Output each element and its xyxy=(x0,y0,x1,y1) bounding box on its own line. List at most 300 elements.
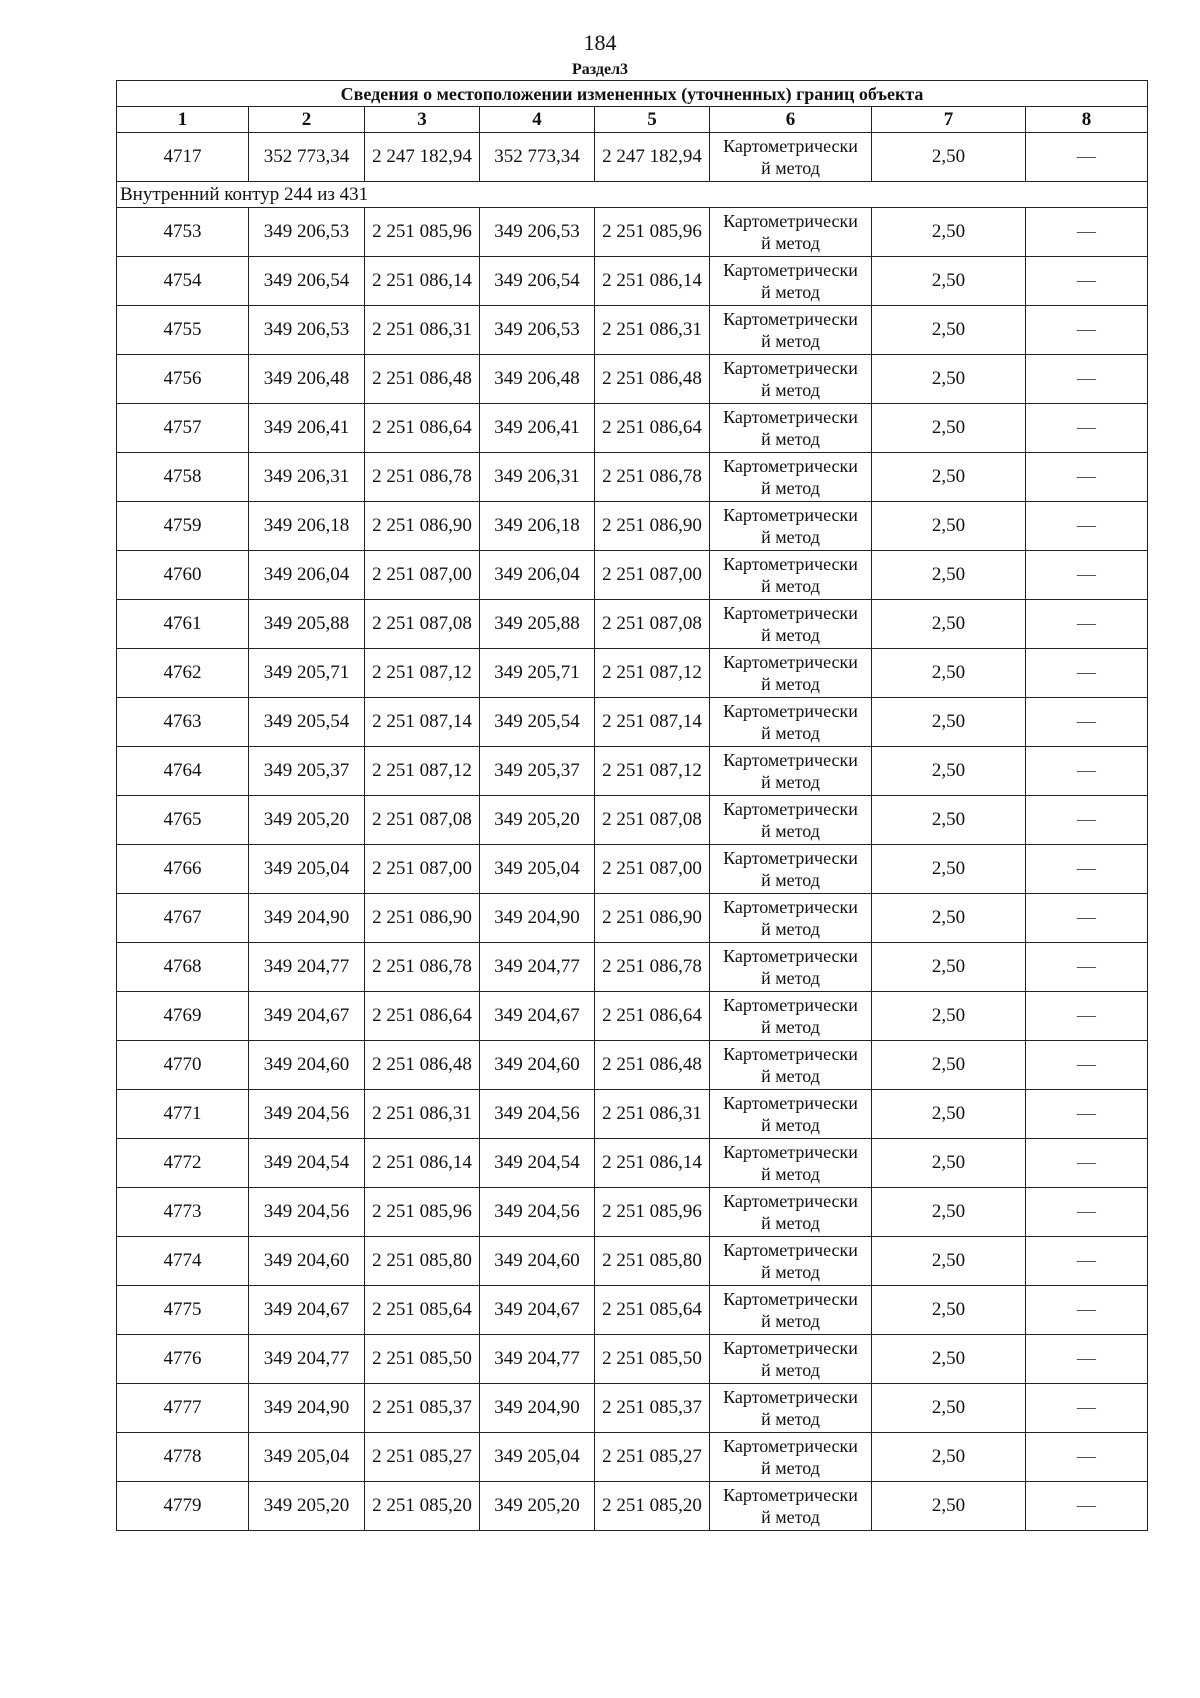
method-line-2: й метод xyxy=(761,625,820,645)
accuracy-cell: 2,50 xyxy=(872,404,1026,453)
y-existing-cell: 2 251 086,90 xyxy=(365,502,480,551)
point-number-cell: 4765 xyxy=(117,796,249,845)
column-header: 5 xyxy=(595,107,710,133)
accuracy-cell: 2,50 xyxy=(872,133,1026,182)
point-number-cell: 4774 xyxy=(117,1237,249,1286)
point-number-cell: 4770 xyxy=(117,1041,249,1090)
description-cell: — xyxy=(1026,1384,1148,1433)
y-refined-cell: 2 251 086,78 xyxy=(595,943,710,992)
table-row xyxy=(117,943,1148,992)
accuracy-cell: 2,50 xyxy=(872,551,1026,600)
method-cell xyxy=(710,306,872,355)
accuracy-cell: 2,50 xyxy=(872,845,1026,894)
method-line-1: Картометрически xyxy=(723,652,858,672)
x-existing-cell: 349 204,54 xyxy=(249,1139,365,1188)
x-refined-cell: 349 206,41 xyxy=(480,404,595,453)
description-cell: — xyxy=(1026,600,1148,649)
y-refined-cell: 2 251 086,90 xyxy=(595,894,710,943)
y-existing-cell: 2 251 087,00 xyxy=(365,551,480,600)
method-cell xyxy=(710,1139,872,1188)
table-row xyxy=(117,1433,1148,1482)
table-row xyxy=(117,796,1148,845)
description-cell: — xyxy=(1026,257,1148,306)
point-number-cell: 4773 xyxy=(117,1188,249,1237)
method-line-2: й метод xyxy=(761,1507,820,1527)
method-line-1: Картометрически xyxy=(723,1436,858,1456)
description-cell: — xyxy=(1026,992,1148,1041)
point-number-cell: 4754 xyxy=(117,257,249,306)
point-number-cell: 4776 xyxy=(117,1335,249,1384)
description-cell: — xyxy=(1026,698,1148,747)
point-number-cell: 4758 xyxy=(117,453,249,502)
y-refined-cell: 2 251 087,08 xyxy=(595,600,710,649)
contour-label-row xyxy=(117,182,1148,208)
method-line-1: Картометрически xyxy=(723,848,858,868)
method-line-2: й метод xyxy=(761,331,820,351)
x-existing-cell: 349 204,67 xyxy=(249,1286,365,1335)
description-cell: — xyxy=(1026,1286,1148,1335)
method-line-1: Картометрически xyxy=(723,701,858,721)
x-refined-cell: 349 204,77 xyxy=(480,943,595,992)
x-existing-cell: 349 204,56 xyxy=(249,1090,365,1139)
accuracy-cell: 2,50 xyxy=(872,1041,1026,1090)
method-line-1: Картометрически xyxy=(723,358,858,378)
method-line-2: й метод xyxy=(761,1360,820,1380)
method-line-2: й метод xyxy=(761,1017,820,1037)
table-row xyxy=(117,257,1148,306)
x-refined-cell: 349 204,67 xyxy=(480,992,595,1041)
column-header: 1 xyxy=(117,107,249,133)
description-cell: — xyxy=(1026,1433,1148,1482)
point-number-cell: 4769 xyxy=(117,992,249,1041)
x-refined-cell: 352 773,34 xyxy=(480,133,595,182)
accuracy-cell: 2,50 xyxy=(872,747,1026,796)
y-existing-cell: 2 251 087,12 xyxy=(365,747,480,796)
column-header: 7 xyxy=(872,107,1026,133)
x-existing-cell: 349 204,56 xyxy=(249,1188,365,1237)
method-cell xyxy=(710,894,872,943)
x-refined-cell: 349 206,31 xyxy=(480,453,595,502)
table-row xyxy=(117,1286,1148,1335)
accuracy-cell: 2,50 xyxy=(872,257,1026,306)
description-cell: — xyxy=(1026,1237,1148,1286)
x-refined-cell: 349 204,60 xyxy=(480,1237,595,1286)
accuracy-cell: 2,50 xyxy=(872,1139,1026,1188)
accuracy-cell: 2,50 xyxy=(872,502,1026,551)
point-number-cell: 4768 xyxy=(117,943,249,992)
description-cell: — xyxy=(1026,453,1148,502)
y-refined-cell: 2 251 087,12 xyxy=(595,649,710,698)
method-cell xyxy=(710,1384,872,1433)
table-row xyxy=(117,845,1148,894)
method-line-1: Картометрически xyxy=(723,260,858,280)
x-existing-cell: 349 205,04 xyxy=(249,845,365,894)
method-line-1: Картометрически xyxy=(723,554,858,574)
table-row xyxy=(117,1237,1148,1286)
accuracy-cell: 2,50 xyxy=(872,992,1026,1041)
x-refined-cell: 349 204,67 xyxy=(480,1286,595,1335)
method-line-2: й метод xyxy=(761,380,820,400)
method-cell xyxy=(710,1090,872,1139)
x-existing-cell: 349 205,88 xyxy=(249,600,365,649)
accuracy-cell: 2,50 xyxy=(872,894,1026,943)
y-refined-cell: 2 247 182,94 xyxy=(595,133,710,182)
point-number-cell: 4760 xyxy=(117,551,249,600)
y-existing-cell: 2 251 087,14 xyxy=(365,698,480,747)
y-refined-cell: 2 251 085,50 xyxy=(595,1335,710,1384)
y-refined-cell: 2 251 085,64 xyxy=(595,1286,710,1335)
x-existing-cell: 349 204,77 xyxy=(249,1335,365,1384)
method-line-2: й метод xyxy=(761,1213,820,1233)
description-cell: — xyxy=(1026,747,1148,796)
method-line-2: й метод xyxy=(761,282,820,302)
point-number-cell: 4767 xyxy=(117,894,249,943)
method-line-1: Картометрически xyxy=(723,1142,858,1162)
point-number-cell: 4777 xyxy=(117,1384,249,1433)
x-refined-cell: 349 204,54 xyxy=(480,1139,595,1188)
table-row xyxy=(117,698,1148,747)
method-line-1: Картометрически xyxy=(723,799,858,819)
accuracy-cell: 2,50 xyxy=(872,1090,1026,1139)
column-header: 2 xyxy=(249,107,365,133)
method-line-2: й метод xyxy=(761,674,820,694)
method-line-1: Картометрически xyxy=(723,946,858,966)
accuracy-cell: 2,50 xyxy=(872,796,1026,845)
method-line-2: й метод xyxy=(761,478,820,498)
y-refined-cell: 2 251 086,78 xyxy=(595,453,710,502)
method-line-1: Картометрически xyxy=(723,1240,858,1260)
method-line-2: й метод xyxy=(761,1115,820,1135)
y-refined-cell: 2 251 086,64 xyxy=(595,992,710,1041)
y-existing-cell: 2 251 086,64 xyxy=(365,404,480,453)
point-number-cell: 4779 xyxy=(117,1482,249,1531)
description-cell: — xyxy=(1026,502,1148,551)
point-number-cell: 4717 xyxy=(117,133,249,182)
method-cell xyxy=(710,845,872,894)
y-refined-cell: 2 251 085,80 xyxy=(595,1237,710,1286)
method-line-2: й метод xyxy=(761,723,820,743)
column-header: 8 xyxy=(1026,107,1148,133)
y-existing-cell: 2 251 085,27 xyxy=(365,1433,480,1482)
accuracy-cell: 2,50 xyxy=(872,943,1026,992)
y-existing-cell: 2 251 085,64 xyxy=(365,1286,480,1335)
table-caption-row xyxy=(117,81,1148,107)
x-existing-cell: 349 205,20 xyxy=(249,1482,365,1531)
x-existing-cell: 349 206,04 xyxy=(249,551,365,600)
accuracy-cell: 2,50 xyxy=(872,1286,1026,1335)
point-number-cell: 4763 xyxy=(117,698,249,747)
method-cell xyxy=(710,1041,872,1090)
method-line-2: й метод xyxy=(761,772,820,792)
accuracy-cell: 2,50 xyxy=(872,1384,1026,1433)
x-refined-cell: 349 205,04 xyxy=(480,1433,595,1482)
x-existing-cell: 349 204,90 xyxy=(249,1384,365,1433)
accuracy-cell: 2,50 xyxy=(872,306,1026,355)
x-refined-cell: 349 204,56 xyxy=(480,1188,595,1237)
method-cell xyxy=(710,1286,872,1335)
description-cell: — xyxy=(1026,355,1148,404)
method-cell xyxy=(710,1482,872,1531)
method-line-2: й метод xyxy=(761,821,820,841)
y-refined-cell: 2 251 085,37 xyxy=(595,1384,710,1433)
method-line-1: Картометрически xyxy=(723,1289,858,1309)
method-line-1: Картометрически xyxy=(723,1387,858,1407)
y-existing-cell: 2 251 085,96 xyxy=(365,1188,480,1237)
y-existing-cell: 2 251 086,48 xyxy=(365,355,480,404)
method-line-1: Картометрически xyxy=(723,407,858,427)
x-existing-cell: 349 204,77 xyxy=(249,943,365,992)
point-number-cell: 4756 xyxy=(117,355,249,404)
y-existing-cell: 2 251 086,78 xyxy=(365,453,480,502)
y-existing-cell: 2 251 086,31 xyxy=(365,1090,480,1139)
y-refined-cell: 2 251 087,14 xyxy=(595,698,710,747)
x-existing-cell: 349 204,67 xyxy=(249,992,365,1041)
method-line-1: Картометрически xyxy=(723,309,858,329)
x-refined-cell: 349 206,04 xyxy=(480,551,595,600)
y-refined-cell: 2 251 086,90 xyxy=(595,502,710,551)
method-cell xyxy=(710,943,872,992)
y-existing-cell: 2 251 085,20 xyxy=(365,1482,480,1531)
method-line-1: Картометрически xyxy=(723,1093,858,1113)
y-refined-cell: 2 251 086,48 xyxy=(595,1041,710,1090)
accuracy-cell: 2,50 xyxy=(872,1188,1026,1237)
method-cell xyxy=(710,698,872,747)
y-refined-cell: 2 251 087,00 xyxy=(595,551,710,600)
method-line-1: Картометрически xyxy=(723,1044,858,1064)
x-refined-cell: 349 204,77 xyxy=(480,1335,595,1384)
table-row xyxy=(117,747,1148,796)
column-header: 6 xyxy=(710,107,872,133)
method-cell xyxy=(710,502,872,551)
y-existing-cell: 2 251 086,48 xyxy=(365,1041,480,1090)
x-refined-cell: 349 206,53 xyxy=(480,306,595,355)
description-cell: — xyxy=(1026,1482,1148,1531)
column-header: 3 xyxy=(365,107,480,133)
description-cell: — xyxy=(1026,1041,1148,1090)
point-number-cell: 4778 xyxy=(117,1433,249,1482)
y-existing-cell: 2 251 085,50 xyxy=(365,1335,480,1384)
y-refined-cell: 2 251 087,08 xyxy=(595,796,710,845)
point-number-cell: 4757 xyxy=(117,404,249,453)
table-row xyxy=(117,208,1148,257)
y-existing-cell: 2 251 086,64 xyxy=(365,992,480,1041)
method-cell xyxy=(710,257,872,306)
description-cell: — xyxy=(1026,845,1148,894)
method-line-2: й метод xyxy=(761,1311,820,1331)
y-refined-cell: 2 251 086,14 xyxy=(595,1139,710,1188)
method-cell xyxy=(710,796,872,845)
description-cell: — xyxy=(1026,1090,1148,1139)
y-refined-cell: 2 251 085,20 xyxy=(595,1482,710,1531)
accuracy-cell: 2,50 xyxy=(872,453,1026,502)
method-cell xyxy=(710,404,872,453)
table-caption: Сведения о местоположении измененных (уточненных) границ объекта xyxy=(117,81,1148,107)
coordinates-table xyxy=(116,80,1148,1531)
description-cell: — xyxy=(1026,894,1148,943)
description-cell: — xyxy=(1026,404,1148,453)
y-refined-cell: 2 251 085,27 xyxy=(595,1433,710,1482)
y-existing-cell: 2 247 182,94 xyxy=(365,133,480,182)
method-line-1: Картометрически xyxy=(723,1485,858,1505)
y-refined-cell: 2 251 085,96 xyxy=(595,1188,710,1237)
accuracy-cell: 2,50 xyxy=(872,1237,1026,1286)
description-cell: — xyxy=(1026,551,1148,600)
point-number-cell: 4753 xyxy=(117,208,249,257)
method-line-2: й метод xyxy=(761,968,820,988)
method-cell xyxy=(710,1433,872,1482)
y-existing-cell: 2 251 087,08 xyxy=(365,600,480,649)
point-number-cell: 4764 xyxy=(117,747,249,796)
accuracy-cell: 2,50 xyxy=(872,355,1026,404)
y-refined-cell: 2 251 086,31 xyxy=(595,1090,710,1139)
x-refined-cell: 349 205,88 xyxy=(480,600,595,649)
table-row xyxy=(117,1482,1148,1531)
x-refined-cell: 349 204,56 xyxy=(480,1090,595,1139)
description-cell: — xyxy=(1026,306,1148,355)
x-refined-cell: 349 204,90 xyxy=(480,1384,595,1433)
table-row xyxy=(117,404,1148,453)
method-line-1: Картометрически xyxy=(723,1191,858,1211)
y-refined-cell: 2 251 086,64 xyxy=(595,404,710,453)
x-refined-cell: 349 205,04 xyxy=(480,845,595,894)
method-cell xyxy=(710,453,872,502)
table-row xyxy=(117,1335,1148,1384)
x-existing-cell: 349 205,71 xyxy=(249,649,365,698)
method-line-1: Картометрически xyxy=(723,603,858,623)
method-line-1: Картометрически xyxy=(723,995,858,1015)
y-refined-cell: 2 251 086,31 xyxy=(595,306,710,355)
table-row xyxy=(117,1188,1148,1237)
y-refined-cell: 2 251 086,48 xyxy=(595,355,710,404)
point-number-cell: 4766 xyxy=(117,845,249,894)
point-number-cell: 4772 xyxy=(117,1139,249,1188)
x-refined-cell: 349 206,54 xyxy=(480,257,595,306)
table-row xyxy=(117,894,1148,943)
y-existing-cell: 2 251 085,80 xyxy=(365,1237,480,1286)
method-cell xyxy=(710,355,872,404)
method-line-2: й метод xyxy=(761,919,820,939)
table-row xyxy=(117,453,1148,502)
page-number: 184 xyxy=(583,30,617,55)
method-cell xyxy=(710,600,872,649)
method-line-2: й метод xyxy=(761,1409,820,1429)
x-existing-cell: 349 206,31 xyxy=(249,453,365,502)
method-cell xyxy=(710,992,872,1041)
y-refined-cell: 2 251 086,14 xyxy=(595,257,710,306)
method-line-1: Картометрически xyxy=(723,897,858,917)
x-existing-cell: 352 773,34 xyxy=(249,133,365,182)
table-row xyxy=(117,306,1148,355)
table-row xyxy=(117,355,1148,404)
method-line-2: й метод xyxy=(761,1262,820,1282)
method-cell xyxy=(710,551,872,600)
description-cell: — xyxy=(1026,796,1148,845)
method-line-1: Картометрически xyxy=(723,211,858,231)
point-number-cell: 4762 xyxy=(117,649,249,698)
table-row xyxy=(117,1139,1148,1188)
x-existing-cell: 349 206,53 xyxy=(249,306,365,355)
method-cell xyxy=(710,1335,872,1384)
x-refined-cell: 349 205,37 xyxy=(480,747,595,796)
x-refined-cell: 349 205,54 xyxy=(480,698,595,747)
y-refined-cell: 2 251 087,00 xyxy=(595,845,710,894)
x-existing-cell: 349 205,20 xyxy=(249,796,365,845)
y-existing-cell: 2 251 086,14 xyxy=(365,1139,480,1188)
accuracy-cell: 2,50 xyxy=(872,649,1026,698)
x-existing-cell: 349 206,54 xyxy=(249,257,365,306)
x-existing-cell: 349 206,18 xyxy=(249,502,365,551)
point-number-cell: 4755 xyxy=(117,306,249,355)
method-line-2: й метод xyxy=(761,158,820,178)
description-cell: — xyxy=(1026,1335,1148,1384)
y-existing-cell: 2 251 086,90 xyxy=(365,894,480,943)
method-line-1: Картометрически xyxy=(723,136,858,156)
table-row xyxy=(117,600,1148,649)
point-number-cell: 4759 xyxy=(117,502,249,551)
x-refined-cell: 349 205,20 xyxy=(480,796,595,845)
x-existing-cell: 349 204,90 xyxy=(249,894,365,943)
description-cell: — xyxy=(1026,133,1148,182)
y-existing-cell: 2 251 086,14 xyxy=(365,257,480,306)
column-header: 4 xyxy=(480,107,595,133)
section-title: Раздел3 xyxy=(571,61,629,78)
accuracy-cell: 2,50 xyxy=(872,600,1026,649)
method-line-2: й метод xyxy=(761,233,820,253)
accuracy-cell: 2,50 xyxy=(872,1433,1026,1482)
method-line-2: й метод xyxy=(761,429,820,449)
description-cell: — xyxy=(1026,649,1148,698)
x-refined-cell: 349 204,90 xyxy=(480,894,595,943)
point-number-cell: 4775 xyxy=(117,1286,249,1335)
table-row xyxy=(117,551,1148,600)
accuracy-cell: 2,50 xyxy=(872,1482,1026,1531)
y-existing-cell: 2 251 087,08 xyxy=(365,796,480,845)
method-line-1: Картометрически xyxy=(723,456,858,476)
x-existing-cell: 349 206,53 xyxy=(249,208,365,257)
table-row xyxy=(117,1384,1148,1433)
x-existing-cell: 349 205,04 xyxy=(249,1433,365,1482)
x-existing-cell: 349 205,37 xyxy=(249,747,365,796)
method-line-2: й метод xyxy=(761,1164,820,1184)
method-cell xyxy=(710,747,872,796)
table-row xyxy=(117,649,1148,698)
y-existing-cell: 2 251 086,31 xyxy=(365,306,480,355)
x-existing-cell: 349 206,48 xyxy=(249,355,365,404)
y-refined-cell: 2 251 087,12 xyxy=(595,747,710,796)
method-line-2: й метод xyxy=(761,1458,820,1478)
method-cell xyxy=(710,208,872,257)
y-refined-cell: 2 251 085,96 xyxy=(595,208,710,257)
y-existing-cell: 2 251 085,96 xyxy=(365,208,480,257)
x-refined-cell: 349 206,53 xyxy=(480,208,595,257)
accuracy-cell: 2,50 xyxy=(872,698,1026,747)
description-cell: — xyxy=(1026,943,1148,992)
method-line-2: й метод xyxy=(761,527,820,547)
table-row xyxy=(117,1041,1148,1090)
method-line-2: й метод xyxy=(761,576,820,596)
x-existing-cell: 349 205,54 xyxy=(249,698,365,747)
x-refined-cell: 349 206,48 xyxy=(480,355,595,404)
method-line-1: Картометрически xyxy=(723,505,858,525)
method-cell xyxy=(710,649,872,698)
x-refined-cell: 349 204,60 xyxy=(480,1041,595,1090)
x-existing-cell: 349 204,60 xyxy=(249,1041,365,1090)
description-cell: — xyxy=(1026,208,1148,257)
x-existing-cell: 349 206,41 xyxy=(249,404,365,453)
description-cell: — xyxy=(1026,1188,1148,1237)
table-row xyxy=(117,133,1148,182)
y-existing-cell: 2 251 086,78 xyxy=(365,943,480,992)
